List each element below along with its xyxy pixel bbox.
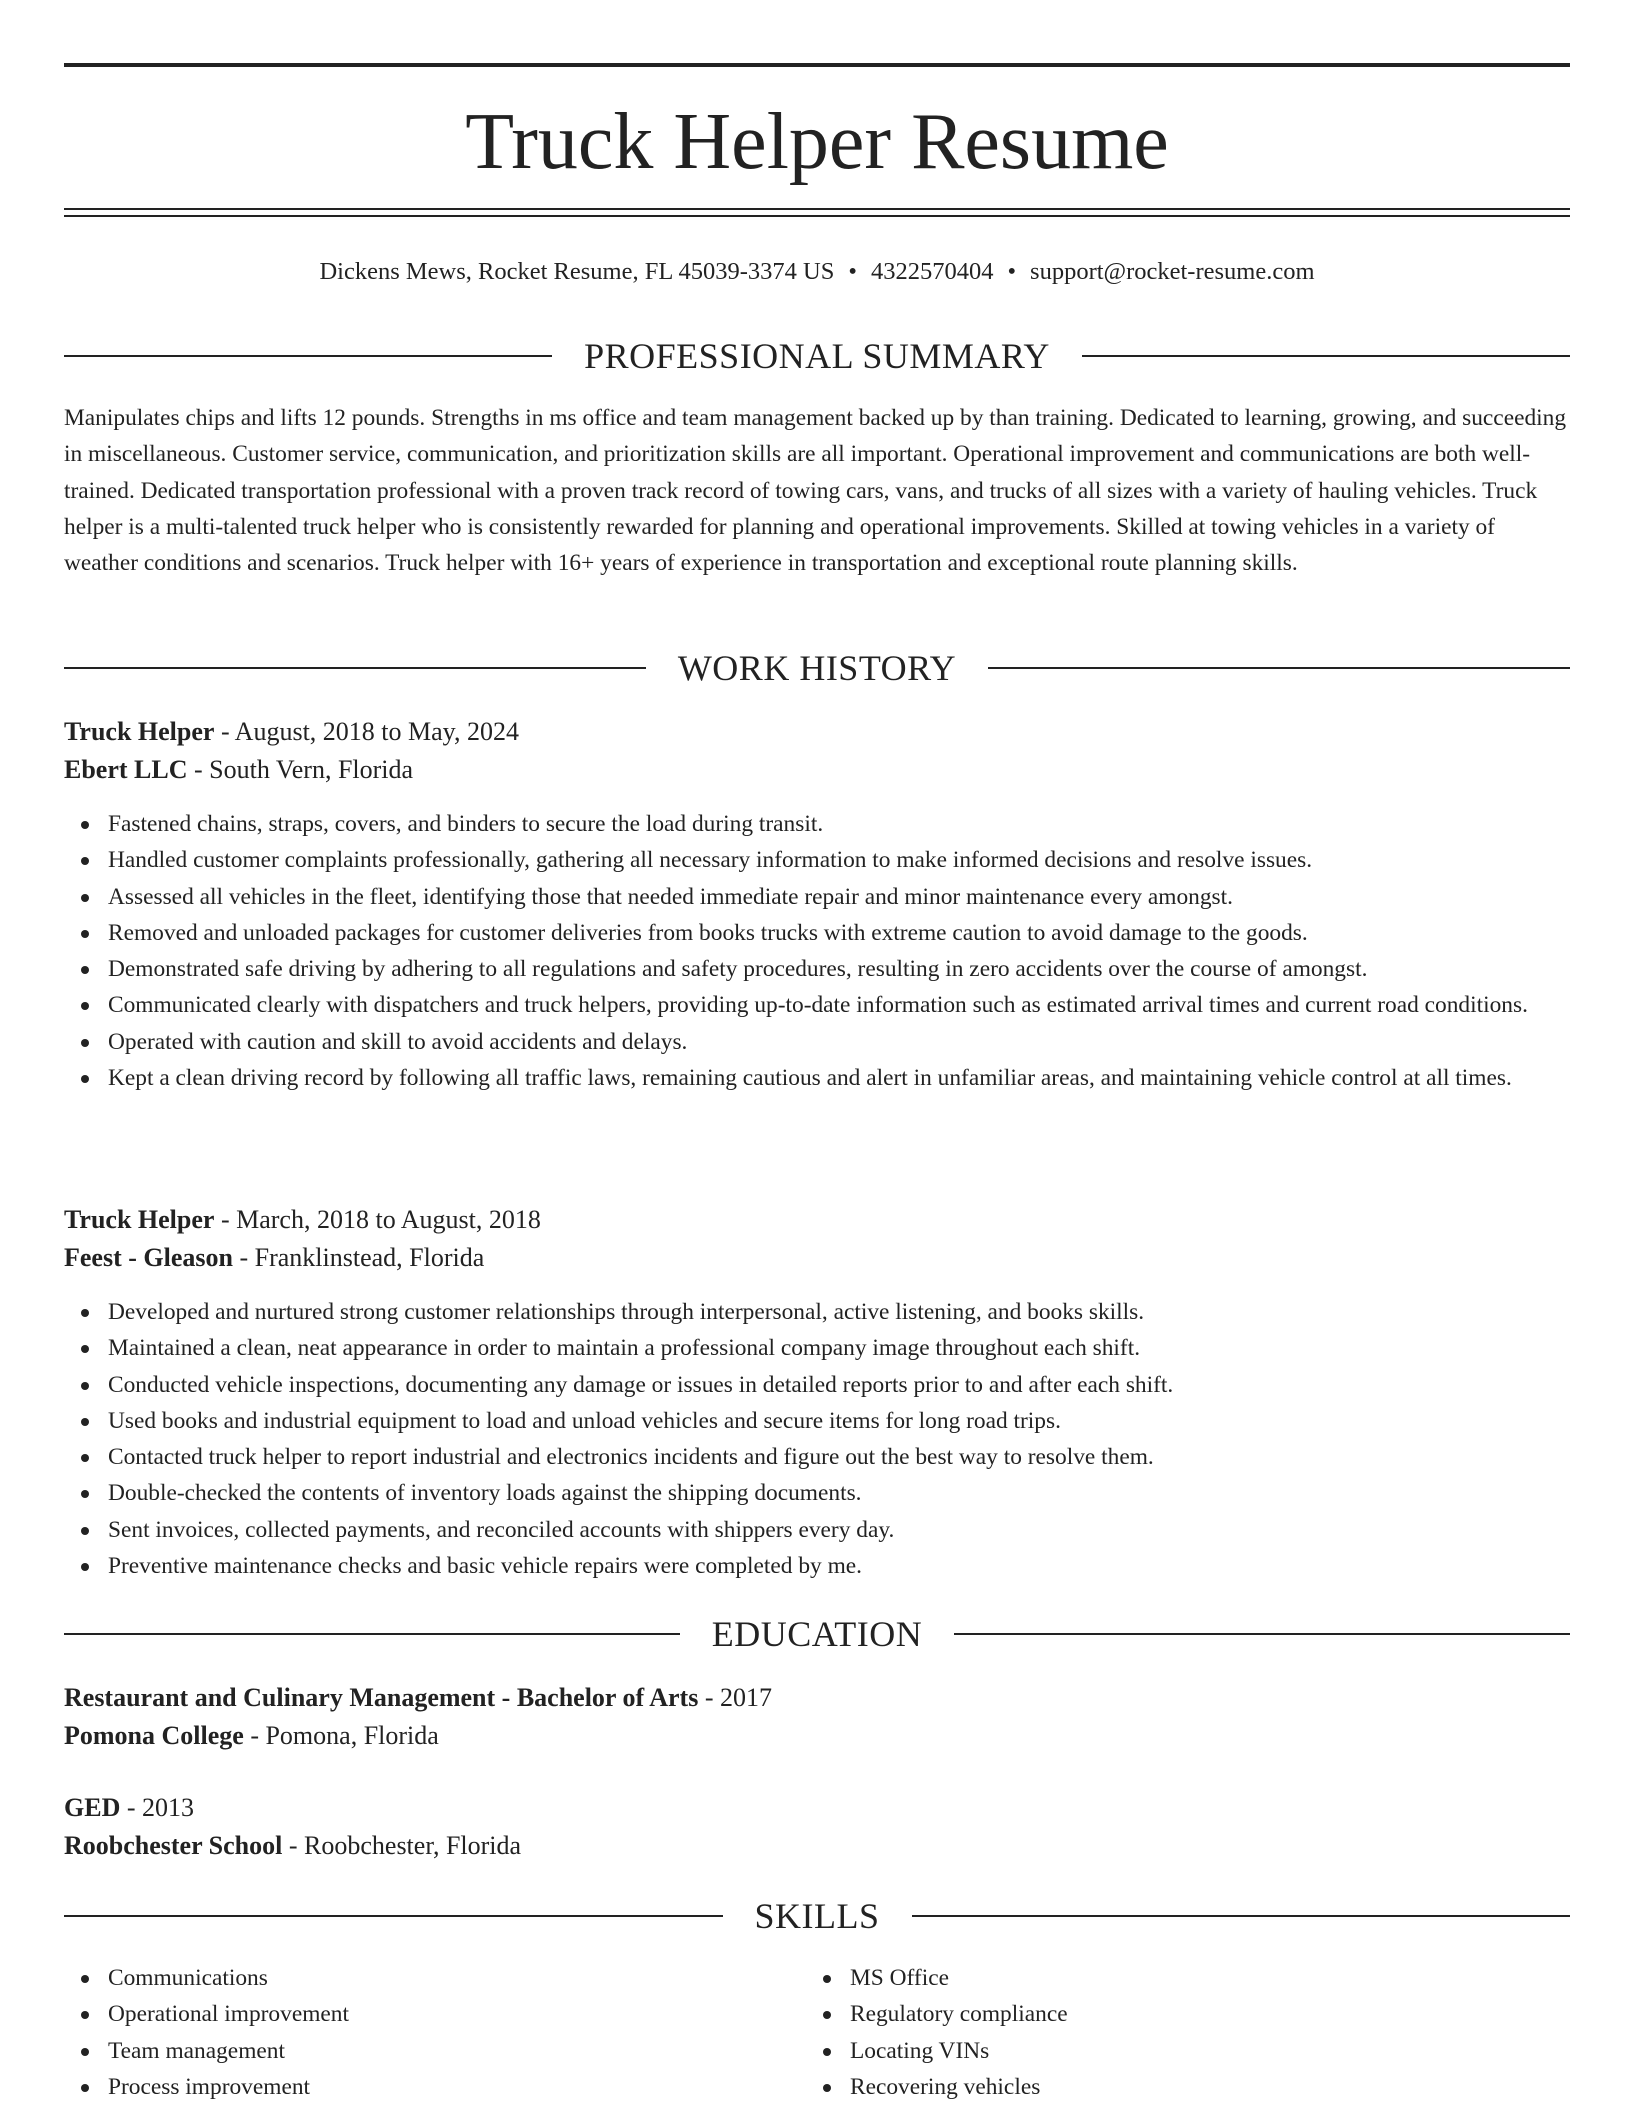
contact-email: support@rocket-resume.com bbox=[1030, 258, 1315, 285]
education-location: - Roobchester, Florida bbox=[282, 1831, 522, 1860]
job-1-bullets bbox=[64, 806, 1570, 1096]
contact-address: Dickens Mews, Rocket Resume, FL 45039-3374 US bbox=[319, 258, 835, 285]
heading-rule bbox=[912, 1915, 1571, 1917]
list-item: Communications bbox=[64, 1960, 1570, 1996]
job-title: Truck Helper bbox=[64, 1205, 215, 1234]
job-location: - South Vern, Florida bbox=[187, 755, 414, 784]
job-2-company-line bbox=[64, 1239, 1570, 1277]
heading-rule bbox=[64, 1633, 680, 1635]
list-item: Team management bbox=[64, 2033, 1570, 2069]
list-item: Assessed all vehicles in the fleet, identifying those that needed immediate repair and minor maintenance every amongst. bbox=[64, 879, 1570, 915]
section-heading-skills bbox=[64, 1896, 1570, 1936]
education-1-school-line bbox=[64, 1717, 1570, 1755]
header-top-rule bbox=[64, 63, 1570, 67]
job-1-company-line bbox=[64, 751, 1570, 789]
education-school: Roobchester School bbox=[64, 1831, 283, 1860]
resume-title: Truck Helper Resume bbox=[465, 98, 1169, 186]
list-item: Used books and industrial equipment to load and unload vehicles and secure items for long road trips. bbox=[64, 1403, 1570, 1439]
list-item: Fastened chains, straps, covers, and binders to secure the load during transit. bbox=[64, 806, 1570, 842]
section-title: EDUCATION bbox=[711, 1614, 923, 1654]
education-school: Pomona College bbox=[64, 1721, 244, 1750]
heading-rule bbox=[64, 667, 646, 669]
education-1-degree-line bbox=[64, 1679, 1570, 1717]
section-heading-education bbox=[64, 1614, 1570, 1654]
education-2-degree-line bbox=[64, 1789, 1570, 1827]
education-degree: Restaurant and Culinary Management - Bachelor of Arts bbox=[64, 1683, 699, 1712]
section-heading-summary bbox=[64, 336, 1570, 376]
list-item: Preventive maintenance checks and basic vehicle repairs were completed by me. bbox=[64, 1548, 1570, 1584]
list-item: Handled customer complaints professionally, gathering all necessary information to make informed decisions and resolve issues. bbox=[64, 842, 1570, 878]
job-company: Feest - Gleason bbox=[64, 1243, 233, 1272]
contact-phone: 4322570404 bbox=[870, 258, 994, 285]
list-item: Operated with caution and skill to avoid accidents and delays. bbox=[64, 1024, 1570, 1060]
heading-rule bbox=[988, 667, 1570, 669]
list-item: Demonstrated safe driving by adhering to all regulations and safety procedures, resulting in zero accidents over the course of amongst. bbox=[64, 951, 1570, 987]
contact-line bbox=[64, 256, 1570, 288]
skills-list-right bbox=[806, 1960, 1632, 2105]
section-heading-work-history bbox=[64, 648, 1570, 688]
job-2-title-line bbox=[64, 1201, 1570, 1239]
list-item: Conducted vehicle inspections, documenting any damage or issues in detailed reports prior to and after each shift. bbox=[64, 1367, 1570, 1403]
section-title: WORK HISTORY bbox=[677, 648, 957, 688]
list-item: Locating VINs bbox=[806, 2033, 1632, 2069]
education-degree: GED bbox=[64, 1793, 121, 1822]
job-title: Truck Helper bbox=[64, 717, 215, 746]
contact-separator: • bbox=[1007, 258, 1017, 285]
contact-separator: • bbox=[848, 258, 857, 285]
list-item: Operational improvement bbox=[64, 1996, 1570, 2032]
list-item: Contacted truck helper to report industrial and electronics incidents and figure out the best way to resolve them. bbox=[64, 1439, 1570, 1475]
list-item: Double-checked the contents of inventory loads against the shipping documents. bbox=[64, 1475, 1570, 1511]
heading-rule bbox=[64, 355, 552, 357]
heading-rule bbox=[1082, 355, 1570, 357]
list-item: Process improvement bbox=[64, 2069, 1570, 2105]
list-item: Communicated clearly with dispatchers and truck helpers, providing up-to-date information such as estimated arrival times and current road conditions. bbox=[64, 987, 1570, 1023]
list-item: Recovering vehicles bbox=[806, 2069, 1632, 2105]
job-location: - Franklinstead, Florida bbox=[232, 1243, 485, 1272]
list-item: Kept a clean driving record by following all traffic laws, remaining cautious and alert in unfamiliar areas, and maintaining vehicle control at all times. bbox=[64, 1060, 1570, 1096]
job-1-title-line bbox=[64, 713, 1570, 751]
section-title: SKILLS bbox=[754, 1896, 880, 1936]
job-company: Ebert LLC bbox=[64, 755, 188, 784]
heading-rule bbox=[954, 1633, 1570, 1635]
job-2-bullets bbox=[64, 1294, 1570, 1584]
list-item: Developed and nurtured strong customer relationships through interpersonal, active listening, and books skills. bbox=[64, 1294, 1570, 1330]
list-item: Removed and unloaded packages for customer deliveries from books trucks with extreme caution to avoid damage to the goods. bbox=[64, 915, 1570, 951]
education-location: - Pomona, Florida bbox=[243, 1721, 439, 1750]
education-2-school-line bbox=[64, 1827, 1570, 1865]
header-bottom-rule-2 bbox=[64, 215, 1570, 217]
header-bottom-rule-1 bbox=[64, 208, 1570, 210]
summary-text: Manipulates chips and lifts 12 pounds. Strengths in ms office and team management backed up by than training. Dedicated to learning, growing, and succeeding in miscellaneous. Customer service, communication, and prioritization skills are all important. Operational improvement and communications are both well-trained. Dedicated transportation professional with a proven track record of towing cars, vans, and trucks of all sizes with a variety of hauling vehicles. Truck helper is a multi-talented truck helper who is consistently rewarded for planning and operational improvements. Skilled at towing vehicles in a variety of weather conditions and scenarios. Truck helper with 16+ years of experience in transportation and exceptional route planning skills. bbox=[64, 405, 1567, 577]
list-item: Sent invoices, collected payments, and reconciled accounts with shippers every day. bbox=[64, 1512, 1570, 1548]
heading-rule bbox=[64, 1915, 723, 1917]
education-year: - 2017 bbox=[698, 1683, 772, 1712]
job-dates: - March, 2018 to August, 2018 bbox=[214, 1205, 541, 1234]
education-year: - 2013 bbox=[120, 1793, 195, 1822]
list-item: Maintained a clean, neat appearance in order to maintain a professional company image throughout each shift. bbox=[64, 1330, 1570, 1366]
job-dates: - August, 2018 to May, 2024 bbox=[214, 717, 519, 746]
section-title: PROFESSIONAL SUMMARY bbox=[584, 336, 1050, 376]
list-item: MS Office bbox=[806, 1960, 1632, 1996]
list-item: Regulatory compliance bbox=[806, 1996, 1632, 2032]
